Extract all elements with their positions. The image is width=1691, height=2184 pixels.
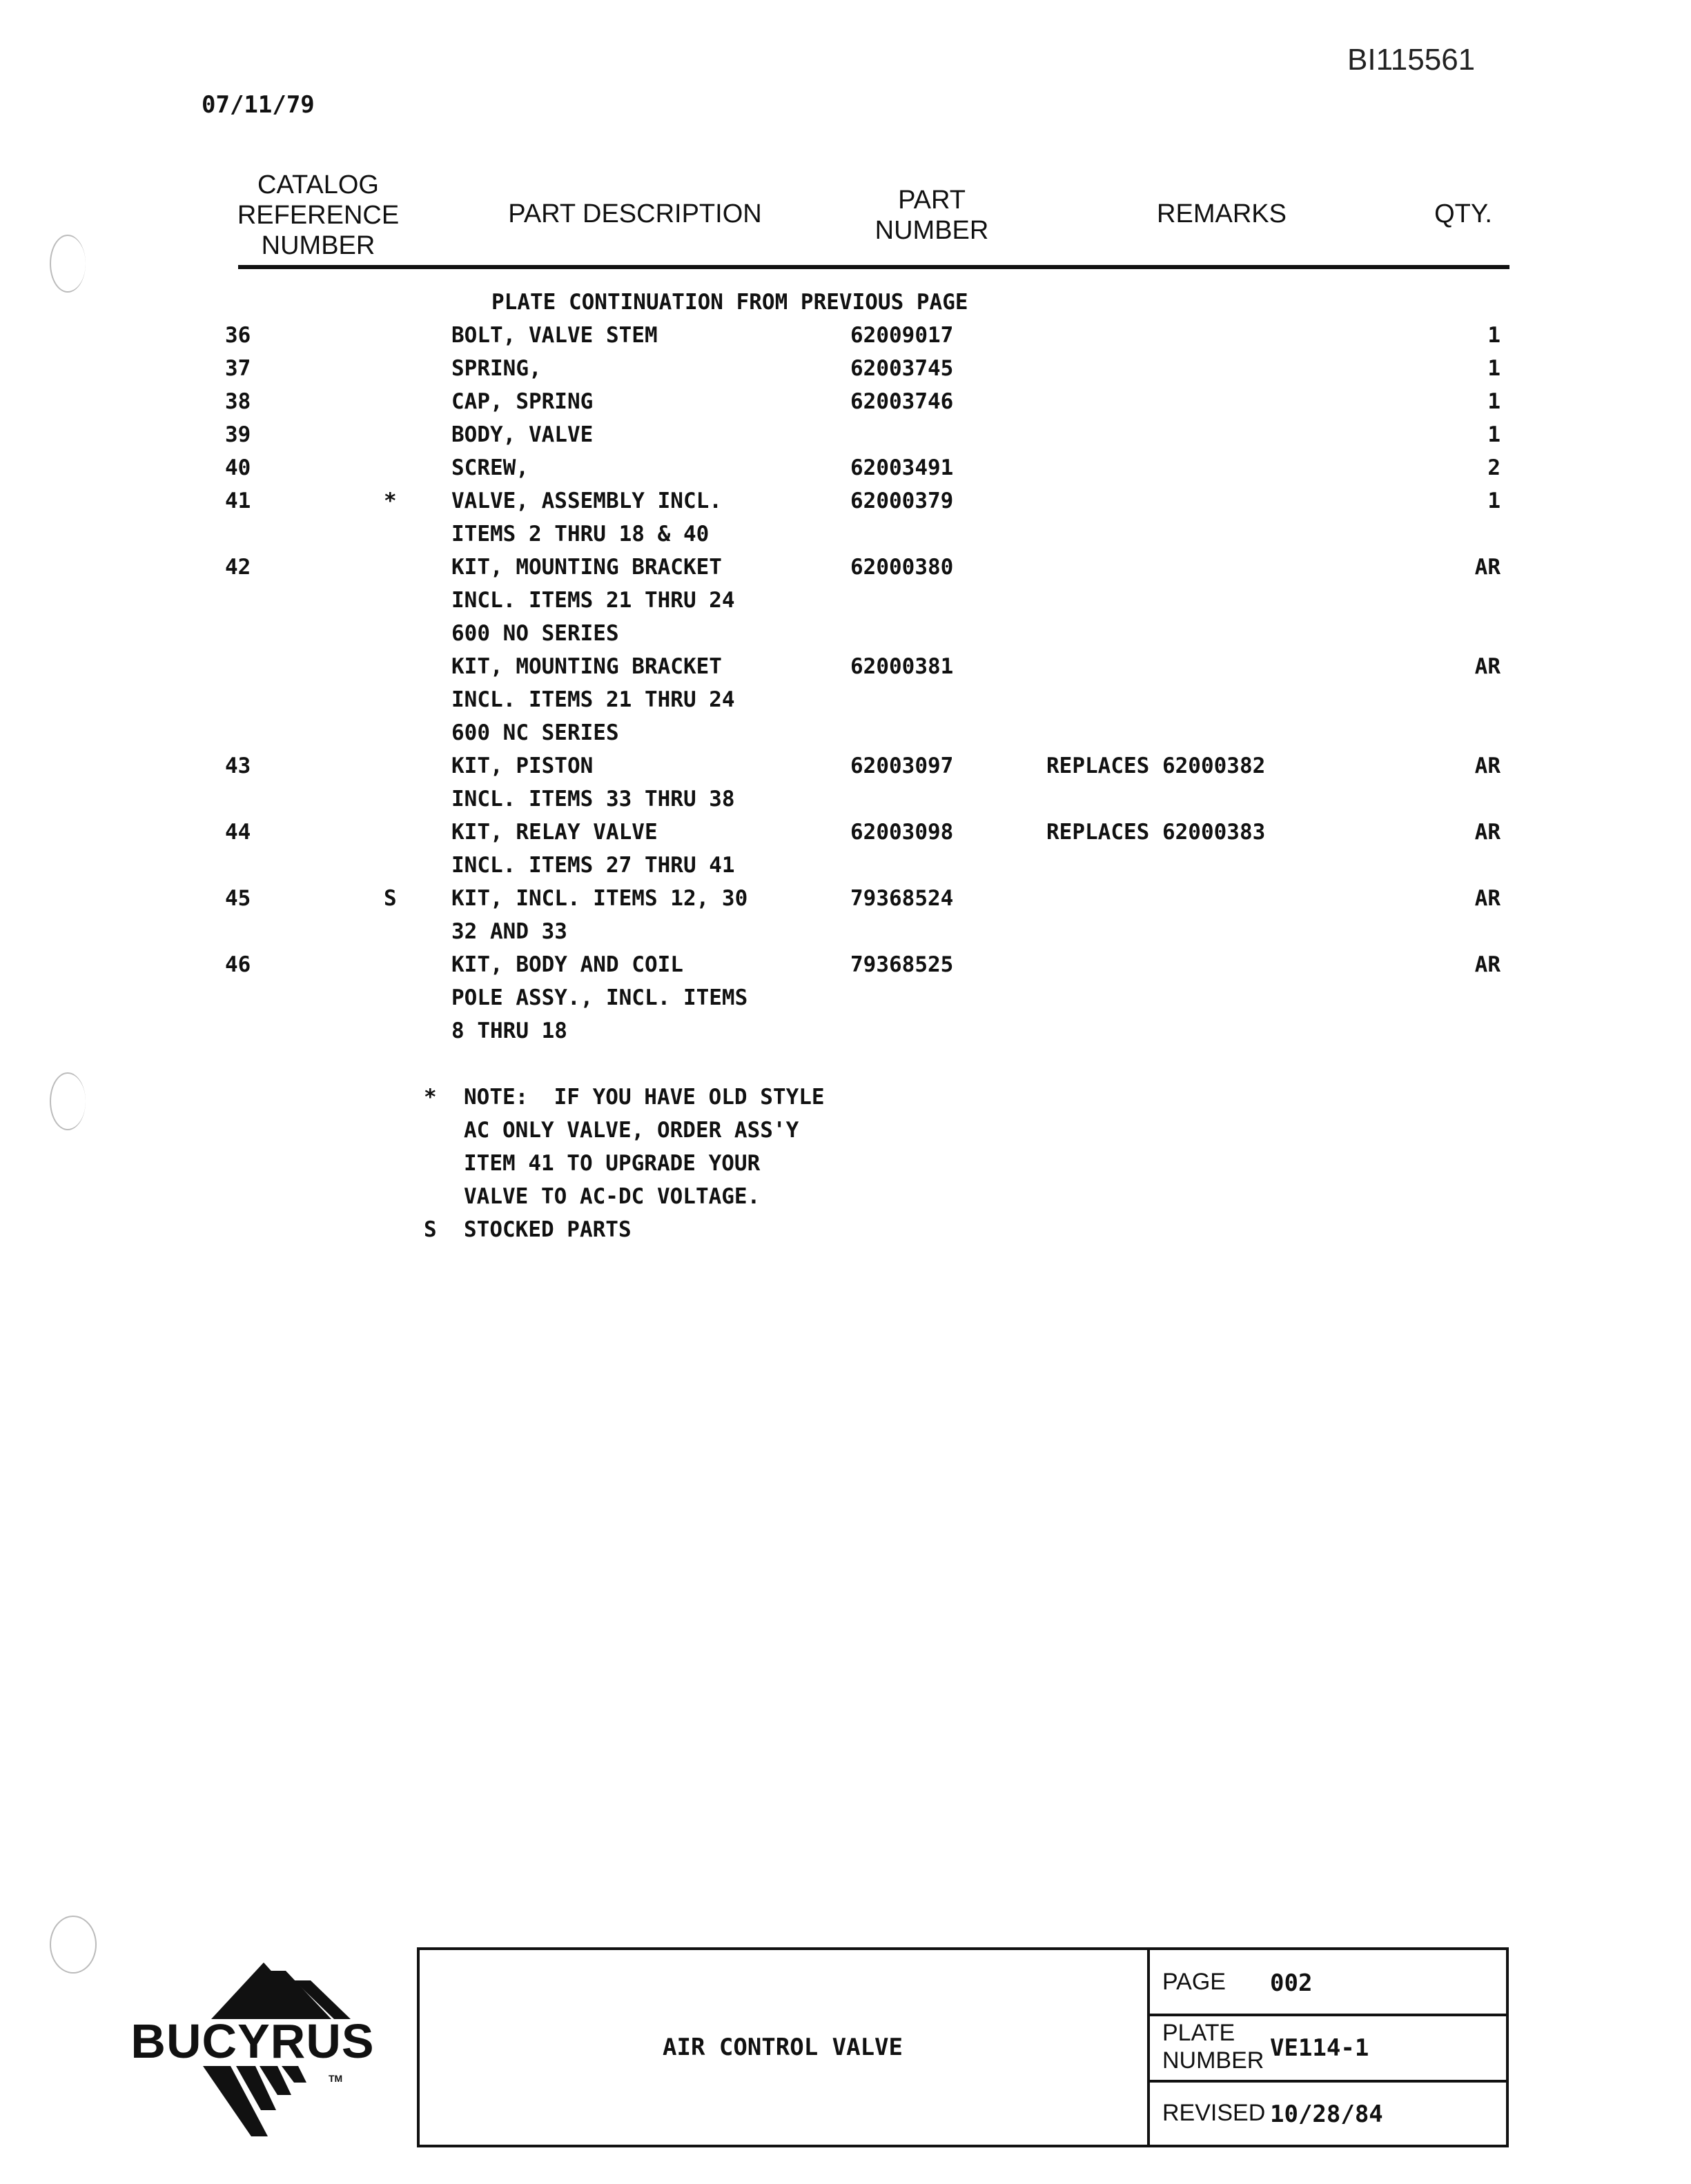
table-row bbox=[0, 551, 1691, 584]
table-row bbox=[0, 617, 1691, 650]
description-cell: BODY, VALVE bbox=[451, 422, 594, 447]
part-number-cell: 62003097 bbox=[850, 754, 954, 778]
table-row bbox=[0, 749, 1691, 783]
description-cell: SPRING, bbox=[451, 356, 542, 381]
document-id: BI115561 bbox=[1347, 43, 1476, 77]
note-symbol: * bbox=[424, 1085, 437, 1110]
title-divider bbox=[1147, 1950, 1150, 2145]
revised-value: 10/28/84 bbox=[1270, 2101, 1383, 2128]
column-header-description: PART DESCRIPTION bbox=[508, 199, 762, 228]
table-row bbox=[0, 716, 1691, 749]
description-cell: BOLT, VALVE STEM bbox=[451, 323, 658, 348]
qty-cell: AR bbox=[1474, 754, 1501, 778]
table-row bbox=[0, 1014, 1691, 1047]
table-row bbox=[0, 385, 1691, 418]
marker-cell: S bbox=[384, 886, 397, 911]
note-row bbox=[0, 1147, 1691, 1180]
catalog-ref-cell: 40 bbox=[225, 455, 251, 480]
catalog-ref-cell: 43 bbox=[225, 754, 251, 778]
table-row bbox=[0, 849, 1691, 882]
qty-cell: AR bbox=[1474, 654, 1501, 679]
table-row bbox=[0, 915, 1691, 948]
note-row bbox=[0, 1180, 1691, 1213]
marker-cell: * bbox=[384, 489, 397, 513]
description-cell: KIT, RELAY VALVE bbox=[451, 820, 658, 845]
part-number-cell: 62003491 bbox=[850, 455, 954, 480]
column-header-catalog-ref: CATALOG REFERENCE NUMBER bbox=[237, 170, 400, 260]
table-row bbox=[0, 451, 1691, 484]
part-number-cell: 62003746 bbox=[850, 389, 954, 414]
qty-cell: 1 bbox=[1487, 356, 1501, 381]
table-row bbox=[0, 948, 1691, 981]
qty-cell: 1 bbox=[1487, 389, 1501, 414]
parts-table bbox=[0, 319, 1691, 1050]
description-cell: ITEMS 2 THRU 18 & 40 bbox=[451, 522, 710, 547]
note-line: VALVE TO AC-DC VOLTAGE. bbox=[464, 1184, 761, 1209]
description-cell: INCL. ITEMS 33 THRU 38 bbox=[451, 787, 735, 811]
description-cell: KIT, MOUNTING BRACKET bbox=[451, 555, 722, 580]
notes-section bbox=[0, 1081, 1691, 1260]
description-cell: INCL. ITEMS 21 THRU 24 bbox=[451, 588, 735, 613]
note-line: NOTE: IF YOU HAVE OLD STYLE bbox=[464, 1085, 825, 1110]
title-divider bbox=[1150, 2014, 1506, 2016]
catalog-ref-cell: 36 bbox=[225, 323, 251, 348]
description-cell: SCREW, bbox=[451, 455, 529, 480]
table-row bbox=[0, 584, 1691, 617]
table-row bbox=[0, 518, 1691, 551]
plate-number-label: PLATE NUMBER bbox=[1162, 2020, 1264, 2074]
continuation-note: PLATE CONTINUATION FROM PREVIOUS PAGE bbox=[491, 290, 968, 315]
revised-label: REVISED bbox=[1162, 2100, 1266, 2126]
column-header-remarks: REMARKS bbox=[1157, 199, 1287, 228]
qty-cell: 1 bbox=[1487, 422, 1501, 447]
part-number-cell: 79368525 bbox=[850, 952, 954, 977]
qty-cell: AR bbox=[1474, 820, 1501, 845]
part-number-cell: 62000381 bbox=[850, 654, 954, 679]
part-number-cell: 62009017 bbox=[850, 323, 954, 348]
table-row bbox=[0, 882, 1691, 915]
catalog-ref-cell: 45 bbox=[225, 886, 251, 911]
description-cell: KIT, MOUNTING BRACKET bbox=[451, 654, 722, 679]
catalog-ref-cell: 38 bbox=[225, 389, 251, 414]
qty-cell: AR bbox=[1474, 886, 1501, 911]
description-cell: 8 THRU 18 bbox=[451, 1019, 567, 1043]
note-row bbox=[0, 1081, 1691, 1114]
remarks-cell: REPLACES 62000382 bbox=[1046, 754, 1266, 778]
page-value: 002 bbox=[1270, 1969, 1313, 1997]
table-row bbox=[0, 783, 1691, 816]
page-label: PAGE bbox=[1162, 1969, 1226, 1995]
binder-hole bbox=[50, 1072, 86, 1130]
bucyrus-logo bbox=[108, 1957, 398, 2150]
catalog-ref-cell: 41 bbox=[225, 489, 251, 513]
catalog-ref-cell: 39 bbox=[225, 422, 251, 447]
brand-name: BUCYRUS bbox=[130, 2014, 375, 2068]
qty-cell: 1 bbox=[1487, 323, 1501, 348]
plate-number-value: VE114-1 bbox=[1270, 2034, 1369, 2062]
description-cell: CAP, SPRING bbox=[451, 389, 594, 414]
table-row bbox=[0, 981, 1691, 1014]
part-number-cell: 79368524 bbox=[850, 886, 954, 911]
catalog-ref-cell: 42 bbox=[225, 555, 251, 580]
part-number-cell: 62000380 bbox=[850, 555, 954, 580]
note-row bbox=[0, 1114, 1691, 1147]
description-cell: INCL. ITEMS 27 THRU 41 bbox=[451, 853, 735, 878]
description-cell: KIT, BODY AND COIL bbox=[451, 952, 683, 977]
table-row bbox=[0, 484, 1691, 518]
qty-cell: 1 bbox=[1487, 489, 1501, 513]
description-cell: KIT, PISTON bbox=[451, 754, 594, 778]
part-number-cell: 62003745 bbox=[850, 356, 954, 381]
catalog-ref-cell: 46 bbox=[225, 952, 251, 977]
trademark: TM bbox=[329, 2073, 343, 2084]
description-cell: INCL. ITEMS 21 THRU 24 bbox=[451, 687, 735, 712]
note-line: ITEM 41 TO UPGRADE YOUR bbox=[464, 1151, 761, 1176]
table-row bbox=[0, 352, 1691, 385]
part-number-cell: 62000379 bbox=[850, 489, 954, 513]
column-header-part-number: PART NUMBER bbox=[874, 186, 989, 245]
remarks-cell: REPLACES 62000383 bbox=[1046, 820, 1266, 845]
note-row bbox=[0, 1213, 1691, 1246]
note-line: STOCKED PARTS bbox=[464, 1217, 632, 1242]
drawing-title: AIR CONTROL VALVE bbox=[663, 2034, 903, 2061]
description-cell: VALVE, ASSEMBLY INCL. bbox=[451, 489, 722, 513]
binder-hole bbox=[50, 1916, 97, 1974]
column-header-qty: QTY. bbox=[1434, 199, 1492, 228]
document-date: 07/11/79 bbox=[202, 91, 315, 119]
title-block bbox=[417, 1947, 1509, 2147]
table-row bbox=[0, 418, 1691, 451]
description-cell: KIT, INCL. ITEMS 12, 30 bbox=[451, 886, 748, 911]
qty-cell: AR bbox=[1474, 952, 1501, 977]
description-cell: 600 NO SERIES bbox=[451, 621, 619, 646]
description-cell: POLE ASSY., INCL. ITEMS bbox=[451, 985, 748, 1010]
note-line: AC ONLY VALVE, ORDER ASS'Y bbox=[464, 1118, 799, 1143]
qty-cell: 2 bbox=[1487, 455, 1501, 480]
catalog-ref-cell: 37 bbox=[225, 356, 251, 381]
description-cell: 32 AND 33 bbox=[451, 919, 567, 944]
header-rule bbox=[238, 265, 1509, 269]
table-row bbox=[0, 650, 1691, 683]
title-divider bbox=[1150, 2080, 1506, 2083]
qty-cell: AR bbox=[1474, 555, 1501, 580]
table-row bbox=[0, 816, 1691, 849]
catalog-ref-cell: 44 bbox=[225, 820, 251, 845]
table-row bbox=[0, 319, 1691, 352]
binder-hole bbox=[50, 235, 86, 293]
part-number-cell: 62003098 bbox=[850, 820, 954, 845]
table-row bbox=[0, 683, 1691, 716]
description-cell: 600 NC SERIES bbox=[451, 720, 619, 745]
note-symbol: S bbox=[424, 1217, 437, 1242]
